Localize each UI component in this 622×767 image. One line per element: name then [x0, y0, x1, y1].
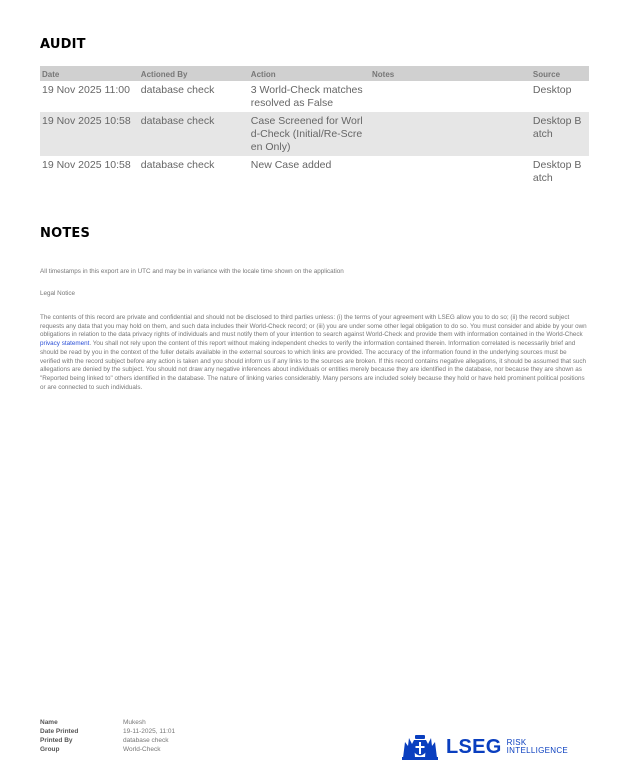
date-printed-value: 19-11-2025, 11:01 [123, 728, 176, 735]
audit-section-title: AUDIT [40, 37, 86, 52]
cell-actioned-by: database check [139, 112, 249, 156]
date-printed-label: Date Printed [40, 728, 79, 735]
cell-actioned-by: database check [140, 84, 215, 96]
table-row [40, 156, 589, 187]
cell-action: New Case added [250, 159, 332, 171]
lseg-logo [400, 734, 568, 760]
notes-section-title: NOTES [40, 226, 91, 241]
cell-date: 19 Nov 2025 11:00 [42, 84, 130, 96]
cell-actioned-by: database check [140, 159, 215, 171]
privacy-statement-link[interactable]: privacy statement [40, 340, 90, 348]
footer-row-name [40, 718, 175, 727]
lseg-wordmark: LSEG [446, 735, 502, 758]
cell-source: Desktop Batch [531, 112, 589, 156]
cell-action: Case Screened for World-Check (Initial/Re-Screen Only) [249, 112, 370, 156]
name-value: Mukesh [123, 719, 146, 726]
group-value: World-Check [123, 746, 161, 753]
footer-row-group [40, 745, 175, 754]
cell-notes [370, 112, 531, 156]
name-label: Name [40, 719, 58, 726]
column-header-notes: Notes [370, 66, 531, 81]
cell-date: 19 Nov 2025 10:58 [42, 159, 131, 171]
lseg-crest-icon [400, 734, 440, 760]
group-label: Group [40, 746, 60, 753]
audit-header-row [40, 66, 589, 81]
cell-notes [370, 81, 531, 112]
print-info-footer [40, 718, 175, 754]
legal-text-part-2: . You shall not rely upon the content of this report without making independent checks to verify the information contained therein. Information correlated is necessarily brief and should be read by you in the context of the fuller details available in the external sources to which links are provided. The accuracy of the information found in the underlying sources must be verified with the record subject before any action is taken and you should inform us if any links to the sources are broken. If this record contains negative allegations, it should be assumed that such allegations are denied by the subject. You should not draw any negative inferences about individuals or entities merely because they are identified in the database, nor because they are shown as "Reported being linked to" others identified in the database. The nature of linking varies considerably. Many persons are included solely because they hold or have held prominent political positions or are connected to such individuals. [40, 340, 587, 391]
legal-notice-body [40, 314, 588, 392]
column-header-action: Action [249, 66, 370, 81]
table-row [40, 81, 589, 112]
legal-notice-title: Legal Notice [40, 290, 76, 297]
table-row [40, 112, 589, 156]
logo-sub-line-2: INTELLIGENCE [506, 746, 569, 755]
audit-table [40, 66, 589, 187]
risk-intelligence-label [507, 739, 568, 756]
cell-source: Desktop Batch [532, 159, 582, 184]
cell-notes [370, 156, 531, 187]
printed-by-value: database check [123, 737, 169, 744]
timestamp-note: All timestamps in this export are in UTC and may be in variance with the locale time shown on the application [40, 268, 344, 275]
cell-date: 19 Nov 2025 10:58 [40, 112, 139, 156]
legal-text-part-1: The contents of this record are private and confidential and should not be disclosed to third parties unless: (i) the terms of your agreement with LSEG allow you to do so; (ii) the record subject requests any data that you may hold on them, and such data includes their World-Check record; or (iii) you are under some other legal obligation to do so. You must consider and abide by your own obligations in relation to the data privacy rights of individuals and must notify them of your intention to search against World-Check and provide them with information contained in the World-Check [40, 314, 587, 339]
column-header-date: Date [40, 66, 139, 81]
printed-by-label: Printed By [40, 737, 73, 744]
cell-source: Desktop [532, 84, 572, 96]
cell-action: 3 World-Check matches resolved as False [250, 84, 363, 109]
column-header-source: Source [531, 66, 589, 81]
footer-row-date [40, 727, 175, 736]
logo-sub-line-1: RISK [506, 737, 527, 747]
column-header-actioned-by: Actioned By [139, 66, 249, 81]
footer-row-printed-by [40, 736, 175, 745]
